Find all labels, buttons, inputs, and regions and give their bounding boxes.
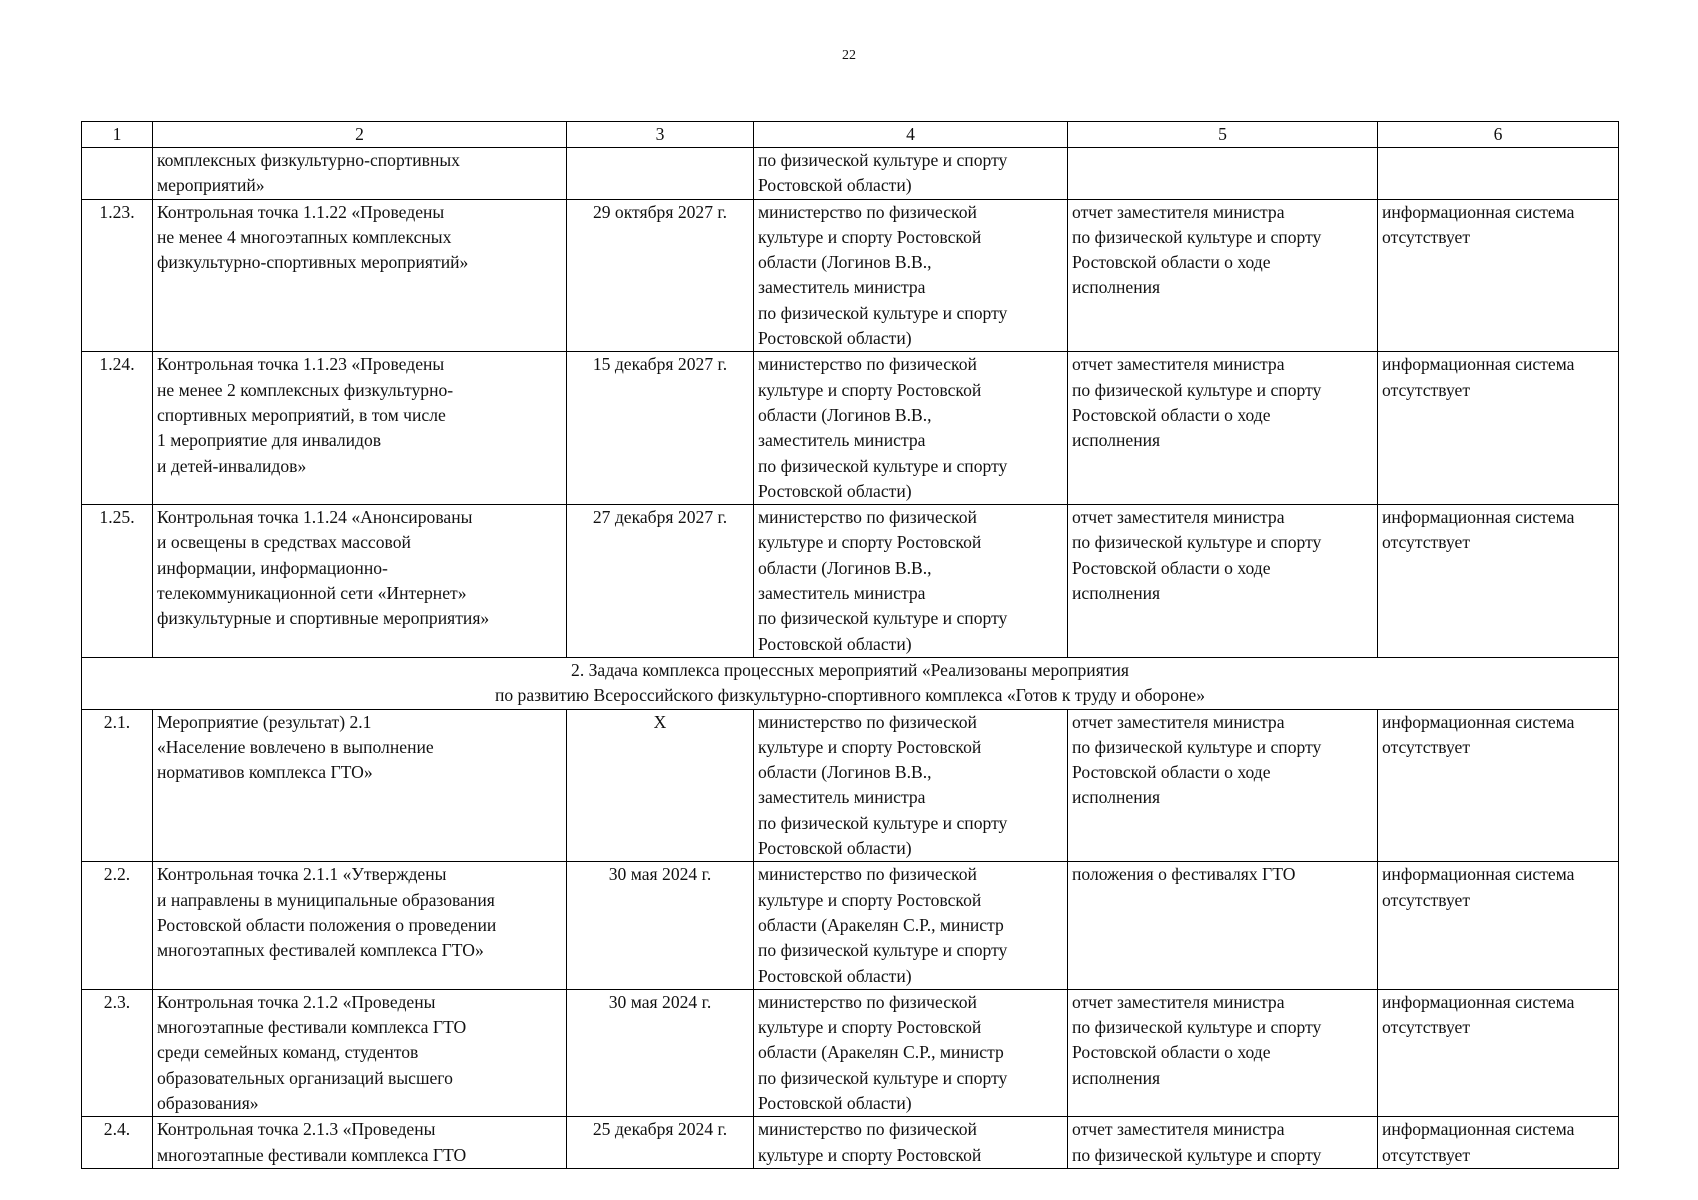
information-system: информационная система отсутствует [1378,989,1619,1116]
confirming-document: отчет заместителя министра по физической культуре и спорту Ростовской области о ходе исполнения [1068,989,1378,1116]
table-row [82,862,1619,989]
responsible-executor: министерство по физической культуре и спорту Ростовской области (Аракелян С.Р., министр по физической культуре и спорту Ростовской области) [754,989,1068,1116]
row-number: 2.3. [82,989,153,1116]
row-number [82,148,153,200]
plan-table [81,121,1619,1169]
deadline-date: 30 мая 2024 г. [567,989,754,1116]
row-number: 2.1. [82,709,153,862]
event-name: Контрольная точка 2.1.2 «Проведены многоэтапные фестивали комплекса ГТО среди семейных команд, студентов образовательных организаций высшего образования» [153,989,567,1116]
table-row [82,148,1619,200]
table-row [82,505,1619,658]
column-number: 4 [754,122,1068,148]
responsible-executor: министерство по физической культуре и спорту Ростовской области (Логинов В.В., заместитель министра по физической культуре и спорту Ростовской области) [754,199,1068,352]
section-heading: 2. Задача комплекса процессных мероприятий «Реализованы мероприятия по развитию Всероссийского физкультурно-спортивного комплекса «Готов к труду и обороне» [82,657,1619,709]
confirming-document: отчет заместителя министра по физической культуре и спорту Ростовской области о ходе исполнения [1068,199,1378,352]
confirming-document: отчет заместителя министра по физической культуре и спорту Ростовской области о ходе исполнения [1068,709,1378,862]
section-row [82,657,1619,709]
column-number: 3 [567,122,754,148]
row-number: 1.25. [82,505,153,658]
event-name: Контрольная точка 1.1.22 «Проведены не менее 4 многоэтапных комплексных физкультурно-спортивных мероприятий» [153,199,567,352]
table-row [82,352,1619,505]
table-row [82,199,1619,352]
information-system [1378,148,1619,200]
information-system: информационная система отсутствует [1378,199,1619,352]
row-number: 2.2. [82,862,153,989]
column-number-row [82,122,1619,148]
column-number: 6 [1378,122,1619,148]
event-name: Мероприятие (результат) 2.1 «Население вовлечено в выполнение нормативов комплекса ГТО» [153,709,567,862]
column-number: 1 [82,122,153,148]
deadline-date [567,148,754,200]
column-number: 5 [1068,122,1378,148]
event-name: Контрольная точка 2.1.1 «Утверждены и направлены в муниципальные образования Ростовской области положения о проведении многоэтапных фестивалей комплекса ГТО» [153,862,567,989]
deadline-date: 29 октября 2027 г. [567,199,754,352]
responsible-executor: министерство по физической культуре и спорту Ростовской области (Логинов В.В., заместитель министра по физической культуре и спорту Ростовской области) [754,352,1068,505]
information-system: информационная система отсутствует [1378,709,1619,862]
information-system: информационная система отсутствует [1378,505,1619,658]
information-system: информационная система отсутствует [1378,862,1619,989]
confirming-document: отчет заместителя министра по физической культуре и спорту Ростовской области о ходе исполнения [1068,505,1378,658]
row-number: 1.24. [82,352,153,505]
table-row [82,989,1619,1116]
deadline-date: 25 декабря 2024 г. [567,1117,754,1169]
responsible-executor: министерство по физической культуре и спорту Ростовской [754,1117,1068,1169]
row-number: 1.23. [82,199,153,352]
column-number: 2 [153,122,567,148]
responsible-executor: министерство по физической культуре и спорту Ростовской области (Аракелян С.Р., министр по физической культуре и спорту Ростовской области) [754,862,1068,989]
confirming-document: отчет заместителя министра по физической культуре и спорту [1068,1117,1378,1169]
event-name: комплексных физкультурно-спортивных мероприятий» [153,148,567,200]
deadline-date: Х [567,709,754,862]
page-number: 22 [842,48,856,63]
information-system: информационная система отсутствует [1378,352,1619,505]
confirming-document: отчет заместителя министра по физической культуре и спорту Ростовской области о ходе исполнения [1068,352,1378,505]
event-name: Контрольная точка 1.1.24 «Анонсированы и освещены в средствах массовой информации, информационно- телекоммуникационной сети «Интернет» физкультурные и спортивные мероприятия» [153,505,567,658]
table-row [82,1117,1619,1169]
responsible-executor: министерство по физической культуре и спорту Ростовской области (Логинов В.В., заместитель министра по физической культуре и спорту Ростовской области) [754,505,1068,658]
information-system: информационная система отсутствует [1378,1117,1619,1169]
confirming-document [1068,148,1378,200]
deadline-date: 27 декабря 2027 г. [567,505,754,658]
confirming-document: положения о фестивалях ГТО [1068,862,1378,989]
responsible-executor: министерство по физической культуре и спорту Ростовской области (Логинов В.В., заместитель министра по физической культуре и спорту Ростовской области) [754,709,1068,862]
row-number: 2.4. [82,1117,153,1169]
event-name: Контрольная точка 2.1.3 «Проведены многоэтапные фестивали комплекса ГТО [153,1117,567,1169]
deadline-date: 15 декабря 2027 г. [567,352,754,505]
responsible-executor: по физической культуре и спорту Ростовской области) [754,148,1068,200]
deadline-date: 30 мая 2024 г. [567,862,754,989]
table-row [82,709,1619,862]
event-name: Контрольная точка 1.1.23 «Проведены не менее 2 комплексных физкультурно- спортивных мероприятий, в том числе 1 мероприятие для инвалидов и детей-инвалидов» [153,352,567,505]
